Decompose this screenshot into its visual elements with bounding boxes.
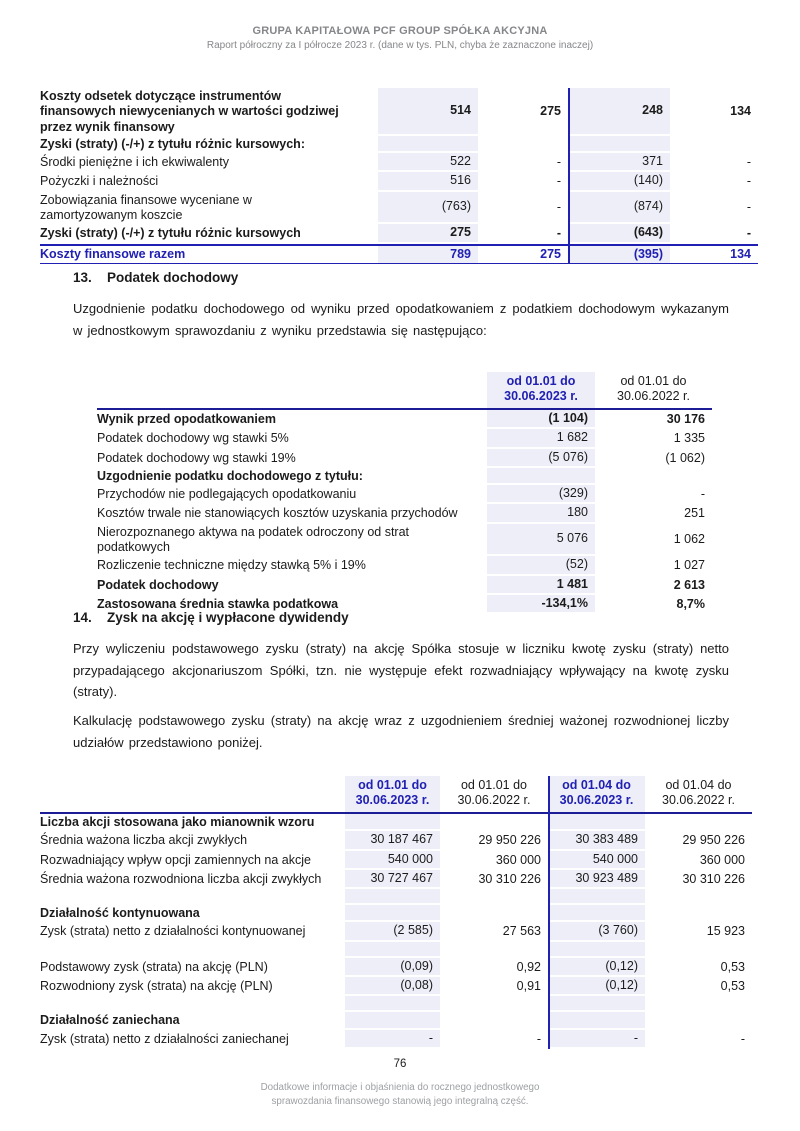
cell-value: - bbox=[556, 200, 561, 215]
cell-value: 134 bbox=[670, 244, 758, 264]
table-header-row bbox=[97, 372, 712, 410]
cell-value: 360 000 bbox=[495, 852, 541, 867]
row-label: Zastosowana średnia stawka podatkowa bbox=[97, 596, 339, 611]
section-number: 14. bbox=[73, 610, 92, 625]
cell-value: 30 310 226 bbox=[478, 871, 541, 886]
spacer-row bbox=[40, 996, 752, 1012]
cell-value: 1 062 bbox=[673, 532, 705, 547]
row-label: Uzgodnienie podatku dochodowego z tytułu: bbox=[97, 468, 363, 483]
section-14-paragraph-1: Przy wyliczeniu podstawowego zysku (straty) na akcję Spółka stosuje w liczniku kwotę zysku (straty) netto przypadającego akcjonariuszom Spółki, tzn. nie występuje efekt rozwadniający wpływający na kwotę zysku (straty). bbox=[73, 641, 729, 699]
cell-value bbox=[345, 814, 440, 831]
cell-value bbox=[670, 136, 758, 153]
document-header bbox=[0, 25, 800, 51]
table-header-row bbox=[40, 776, 752, 814]
cell-value: (0,12) bbox=[548, 958, 645, 977]
column-header-h1-2022: od 01.01 do 30.06.2022 r. bbox=[440, 776, 548, 814]
cell-value: - bbox=[746, 200, 751, 215]
finance-costs-table bbox=[40, 88, 758, 264]
table-row bbox=[97, 504, 712, 523]
cell-value: (5 076) bbox=[487, 449, 595, 468]
row-label: Liczba akcji stosowana jako mianownik wzoru bbox=[40, 815, 315, 829]
cell-value: -134,1% bbox=[487, 595, 595, 614]
cell-value: (0,12) bbox=[548, 977, 645, 996]
row-label: Zyski (straty) (-/+) z tytułu różnic kursowych bbox=[40, 226, 301, 241]
cell-value: (329) bbox=[487, 485, 595, 504]
cell-value: 29 950 226 bbox=[478, 833, 541, 848]
table-row bbox=[40, 136, 758, 153]
table-row bbox=[40, 192, 758, 225]
cell-value: 180 bbox=[487, 504, 595, 523]
cell-value: 30 727 467 bbox=[345, 870, 440, 889]
cell-value: 275 bbox=[540, 104, 561, 119]
row-label: Środki pieniężne i ich ekwiwalenty bbox=[40, 155, 229, 170]
row-label: Rozwodniony zysk (strata) na akcję (PLN) bbox=[40, 979, 273, 994]
row-label: Nierozpoznanego aktywa na podatek odroczony od strat podatkowych bbox=[97, 524, 409, 555]
cell-value: (643) bbox=[568, 224, 670, 243]
empty-header-cell bbox=[97, 372, 487, 410]
cell-value: - bbox=[345, 1030, 440, 1049]
table-row bbox=[40, 1012, 752, 1029]
cell-value: 27 563 bbox=[502, 924, 541, 939]
cell-value: - bbox=[556, 174, 561, 189]
spacer-row bbox=[40, 942, 752, 958]
cell-value bbox=[345, 905, 440, 922]
table-row bbox=[40, 153, 758, 172]
cell-value: (0,08) bbox=[345, 977, 440, 996]
cell-value: 360 000 bbox=[699, 852, 745, 867]
cell-value bbox=[487, 468, 595, 485]
column-header-q2-2022: od 01.04 do 30.06.2022 r. bbox=[645, 776, 752, 814]
cell-value bbox=[568, 136, 670, 153]
cell-value: 30 383 489 bbox=[548, 831, 645, 850]
cell-value: (874) bbox=[568, 192, 670, 225]
cell-value: 8,7% bbox=[676, 596, 705, 611]
cell-value: (2 585) bbox=[345, 922, 440, 941]
column-divider-line bbox=[568, 88, 570, 264]
cell-value: 30 923 489 bbox=[548, 870, 645, 889]
table-row bbox=[97, 485, 712, 504]
income-tax-table-grid bbox=[97, 372, 712, 614]
cell-value: (3 760) bbox=[548, 922, 645, 941]
report-subtitle: Raport półroczny za I półrocze 2023 r. (dane w tys. PLN, chyba że zaznaczone inaczej) bbox=[206, 40, 594, 51]
row-label: Podatek dochodowy wg stawki 19% bbox=[97, 450, 296, 465]
cell-value: 514 bbox=[378, 88, 478, 136]
row-label: Zysk (strata) netto z działalności zaniechanej bbox=[40, 1031, 289, 1046]
cell-value: (52) bbox=[487, 556, 595, 575]
table-row bbox=[97, 429, 712, 448]
row-label: Podatek dochodowy bbox=[97, 577, 219, 592]
cell-value: (0,09) bbox=[345, 958, 440, 977]
row-label: Podatek dochodowy wg stawki 5% bbox=[97, 431, 289, 446]
column-divider-line bbox=[548, 776, 550, 1049]
footer-note: Dodatkowe informacje i objaśnienia do rocznego jednostkowego sprawozdania finansowego stanowią jego integralną część. bbox=[260, 1082, 540, 1107]
row-label: Średnia ważona liczba akcji zwykłych bbox=[40, 833, 248, 848]
cell-value bbox=[440, 814, 548, 831]
column-header-h1-2023: od 01.01 do 30.06.2023 r. bbox=[345, 776, 440, 814]
cell-value: - bbox=[556, 226, 561, 241]
table-row bbox=[40, 88, 758, 136]
cell-value: 0,92 bbox=[516, 959, 541, 974]
page-number: 76 bbox=[393, 1058, 407, 1070]
section-14-heading bbox=[73, 610, 349, 625]
row-label: Zyski (straty) (-/+) z tytułu różnic kursowych: bbox=[40, 136, 305, 151]
table-row bbox=[40, 905, 752, 922]
cell-value: 248 bbox=[568, 88, 670, 136]
cell-value: - bbox=[700, 487, 705, 502]
finance-costs-table-grid bbox=[40, 88, 758, 264]
cell-value: (1 062) bbox=[665, 450, 705, 465]
cell-value: 522 bbox=[378, 153, 478, 172]
table-row bbox=[97, 556, 712, 575]
cell-value: - bbox=[746, 226, 751, 241]
cell-value: 15 923 bbox=[706, 924, 745, 939]
row-label: Kosztów trwale nie stanowiących kosztów uzyskania przychodów bbox=[97, 506, 458, 521]
table-row bbox=[40, 977, 752, 996]
table-row bbox=[97, 410, 712, 429]
cell-value bbox=[478, 136, 568, 153]
cell-value: - bbox=[548, 1030, 645, 1049]
cell-value: (763) bbox=[378, 192, 478, 225]
row-label: Zysk (strata) netto z działalności kontynuowanej bbox=[40, 924, 306, 939]
section-14-paragraph-2: Kalkulację podstawowego zysku (straty) na akcję wraz z uzgodnieniem średniej ważonej rozwodnionej liczby udziałów przedstawiono poniżej. bbox=[73, 713, 729, 750]
cell-value: 0,53 bbox=[720, 959, 745, 974]
row-label: Rozliczenie techniczne między stawką 5% i 19% bbox=[97, 558, 366, 573]
cell-value: 275 bbox=[378, 224, 478, 243]
row-label: Podstawowy zysk (strata) na akcję (PLN) bbox=[40, 959, 268, 974]
section-number: 13. bbox=[73, 270, 92, 285]
cell-value: - bbox=[556, 155, 561, 170]
cell-value: 1 682 bbox=[487, 429, 595, 448]
cell-value bbox=[645, 814, 752, 831]
cell-value: (140) bbox=[568, 172, 670, 191]
cell-value: 2 613 bbox=[673, 577, 705, 592]
cell-value: 0,53 bbox=[720, 979, 745, 994]
row-label: Średnia ważona rozwodniona liczba akcji zwykłych bbox=[40, 871, 322, 886]
cell-value: - bbox=[746, 155, 751, 170]
column-header-2023: od 01.01 do 30.06.2023 r. bbox=[487, 372, 595, 410]
table-row bbox=[97, 468, 712, 485]
income-tax-table bbox=[97, 372, 712, 614]
cell-value bbox=[440, 905, 548, 922]
row-label: Rozwadniający wpływ opcji zamiennych na akcje bbox=[40, 852, 311, 867]
cell-value: 134 bbox=[730, 104, 751, 119]
table-row bbox=[97, 449, 712, 468]
cell-value: - bbox=[536, 1031, 541, 1046]
section-title: Zysk na akcję i wypłacone dywidendy bbox=[107, 610, 349, 625]
table-row bbox=[97, 524, 712, 557]
cell-value: 0,91 bbox=[516, 979, 541, 994]
table-row bbox=[40, 224, 758, 243]
row-label: Koszty finansowe razem bbox=[40, 244, 378, 264]
company-title: GRUPA KAPITAŁOWA PCF GROUP SPÓŁKA AKCYJNA bbox=[252, 25, 548, 37]
cell-value: 540 000 bbox=[345, 851, 440, 870]
cell-value: 1 481 bbox=[487, 576, 595, 595]
total-row bbox=[40, 244, 758, 264]
row-label: Koszty odsetek dotyczące instrumentów finansowych niewycenianych w wartości godziwej przez wynik finansowy bbox=[40, 89, 339, 134]
cell-value bbox=[548, 1012, 645, 1029]
table-row bbox=[40, 958, 752, 977]
cell-value: 5 076 bbox=[487, 524, 595, 557]
cell-value: 789 bbox=[378, 244, 478, 264]
row-label: Działalność kontynuowana bbox=[40, 906, 200, 921]
row-label: Wynik przed opodatkowaniem bbox=[97, 412, 276, 426]
table-row bbox=[40, 814, 752, 831]
column-header-2022: od 01.01 do 30.06.2022 r. bbox=[595, 372, 712, 410]
cell-value bbox=[345, 1012, 440, 1029]
cell-value bbox=[548, 814, 645, 831]
earnings-per-share-table-grid bbox=[40, 776, 752, 1049]
cell-value bbox=[595, 468, 712, 485]
section-13-paragraph: Uzgodnienie podatku dochodowego od wyniku przed opodatkowaniem z podatkiem dochodowym wykazanym w jednostkowym sprawozdaniu z wyniku przedstawia się następująco: bbox=[73, 301, 729, 338]
row-label: Zobowiązania finansowe wyceniane w zamortyzowanym koszcie bbox=[40, 192, 252, 223]
cell-value: 30 176 bbox=[666, 412, 705, 426]
row-label: Pożyczki i należności bbox=[40, 174, 159, 189]
cell-value bbox=[440, 1012, 548, 1029]
earnings-per-share-table bbox=[40, 776, 752, 1049]
table-row bbox=[40, 851, 752, 870]
table-row bbox=[40, 870, 752, 889]
cell-value bbox=[548, 905, 645, 922]
cell-value: 540 000 bbox=[548, 851, 645, 870]
cell-value bbox=[645, 1012, 752, 1029]
cell-value: 371 bbox=[568, 153, 670, 172]
section-title: Podatek dochodowy bbox=[107, 270, 239, 285]
table-row bbox=[40, 1030, 752, 1049]
table-row bbox=[40, 831, 752, 850]
cell-value: 251 bbox=[684, 506, 705, 521]
cell-value: 1 027 bbox=[673, 558, 705, 573]
cell-value: 1 335 bbox=[673, 431, 705, 446]
table-row bbox=[97, 576, 712, 595]
cell-value: - bbox=[746, 174, 751, 189]
cell-value bbox=[378, 136, 478, 153]
cell-value: 516 bbox=[378, 172, 478, 191]
row-label: Działalność zaniechana bbox=[40, 1013, 180, 1028]
cell-value bbox=[645, 905, 752, 922]
empty-header-cell bbox=[40, 776, 345, 814]
cell-value: 275 bbox=[478, 244, 568, 264]
table-row bbox=[40, 172, 758, 191]
cell-value: (1 104) bbox=[487, 410, 595, 429]
section-13-heading bbox=[73, 270, 238, 285]
table-row bbox=[40, 922, 752, 941]
cell-value: 30 310 226 bbox=[682, 871, 745, 886]
spacer-row bbox=[40, 889, 752, 905]
column-header-q2-2023: od 01.04 do 30.06.2023 r. bbox=[548, 776, 645, 814]
cell-value: - bbox=[740, 1031, 745, 1046]
cell-value: 30 187 467 bbox=[345, 831, 440, 850]
row-label: Przychodów nie podlegających opodatkowaniu bbox=[97, 487, 357, 502]
cell-value: (395) bbox=[568, 244, 670, 264]
cell-value: 29 950 226 bbox=[682, 833, 745, 848]
